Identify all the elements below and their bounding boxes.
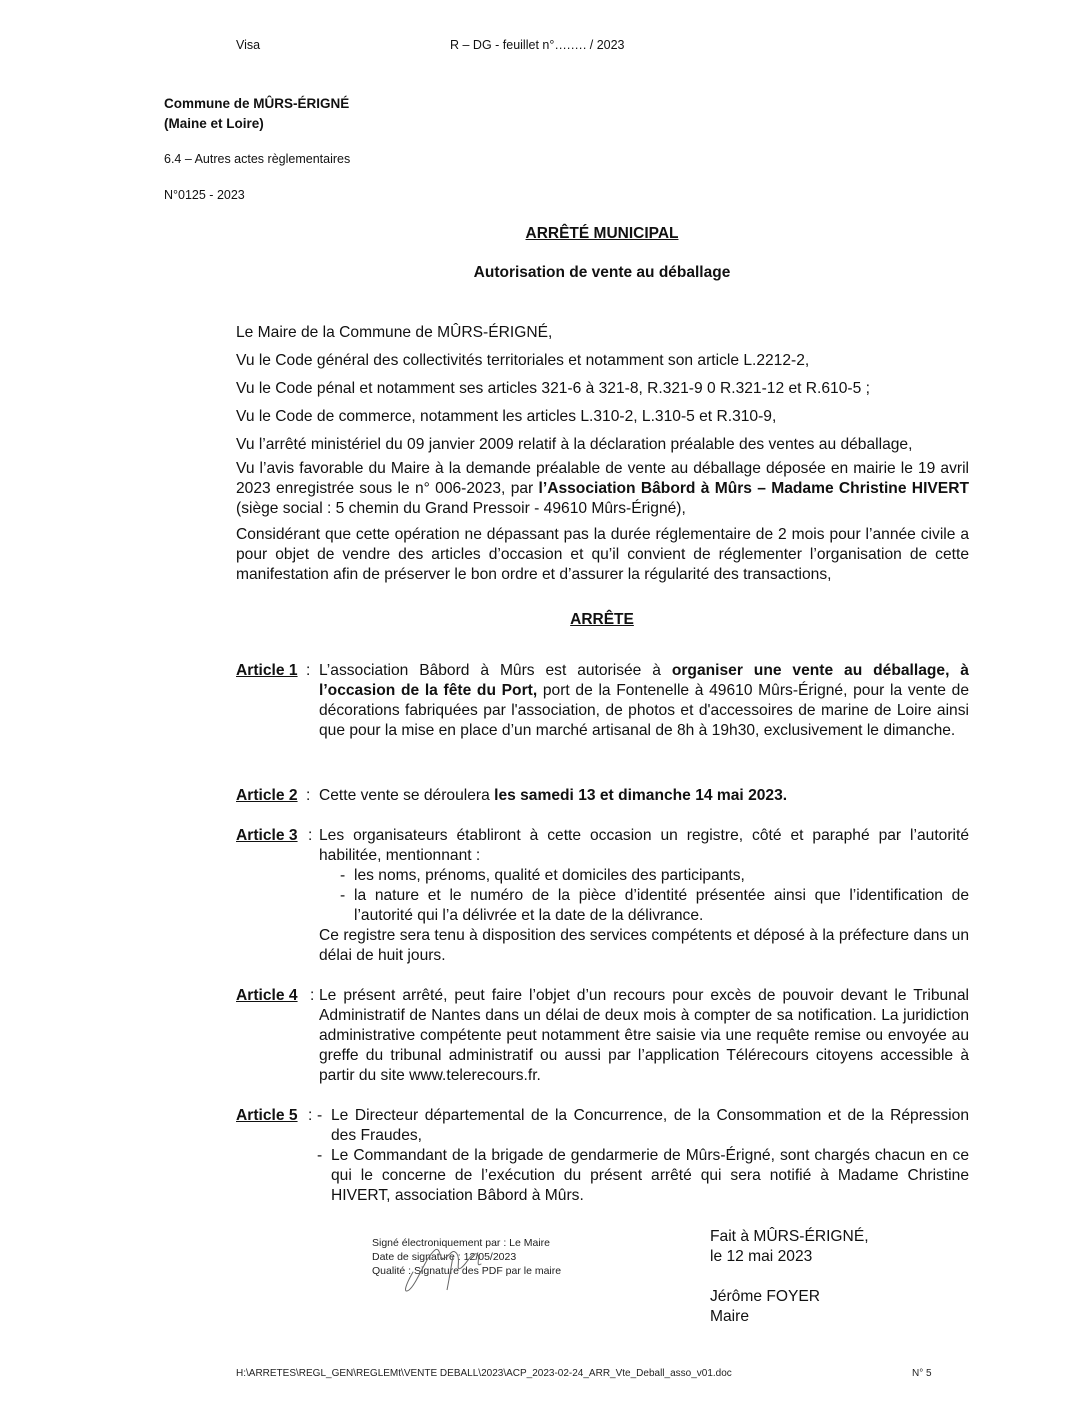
preamble-considerant: Considérant que cette opération ne dépassant pas la durée réglementaire de 2 mois pour l’année civile a pour objet de vendre des articles d’occasion et qu’il convient de réglementer l’organisation de cette manifestation afin de préserver le bon ordre et d’assurer la régularité des transactions, [236, 526, 969, 583]
preamble-vu-arrete-ministeriel: Vu l’arrêté ministériel du 09 janvier 2009 relatif à la déclaration préalable des ventes au déballage, [236, 436, 913, 453]
list-item: - la nature et le numéro de la pièce d’identité présentée ainsi que l’identification de l’autorité qui l’a délivrée et la date de la délivrance. [340, 887, 969, 924]
article-1-text [319, 661, 969, 741]
article-3-item-2: la nature et le numéro de la pièce d’identité présentée ainsi que l’identification de l’autorité qui l’a délivrée et la date de la délivrance. [354, 887, 969, 924]
commune-department: (Maine et Loire) [164, 116, 264, 131]
preamble-vu-cgct: Vu le Code général des collectivités territoriales et notamment son article L.2212-2, [236, 352, 810, 369]
article-3-item-1: les noms, prénoms, qualité et domiciles des participants, [354, 867, 745, 884]
document-title: ARRÊTÉ MUNICIPAL [525, 225, 679, 242]
visa-label: Visa [236, 38, 261, 52]
preamble-maire: Le Maire de la Commune de MÛRS-ÉRIGNÉ, [236, 324, 553, 341]
article-1-text-bold: organiser une vente au déballage, à l’occasion de la fête du Port, [319, 662, 969, 699]
commune-name: Commune de MÛRS-ÉRIGNÉ [164, 96, 350, 111]
article-2-text [319, 786, 969, 806]
signature-quality: Qualité : Signature des PDF par le maire [372, 1265, 562, 1277]
fait-date: le 12 mai 2023 [710, 1248, 813, 1265]
avis-text-end: (siège social : 5 chemin du Grand Pressoir - 49610 Mûrs-Érigné), [236, 500, 686, 517]
article-4-colon: : [310, 987, 315, 1004]
signatory-role: Maire [710, 1308, 749, 1325]
article-3-intro: Les organisateurs établiront à cette occasion un registre, côté et paraphé par l’autorité habilitée, mentionnant : [319, 827, 969, 864]
footer-file-path: H:\ARRETES\REGL_GEN\REGLEMt\VENTE DEBALL\2023\ACP_2023-02-24_ARR_Vte_Deball_asso_v01.doc [236, 1368, 732, 1379]
signature-signer: Signé électroniquement par : Le Maire [372, 1237, 551, 1249]
article-3-text [319, 826, 969, 966]
act-category: 6.4 – Autres actes règlementaires [164, 152, 351, 166]
register-reference: R – DG - feuillet n°….…. / 2023 [450, 38, 625, 52]
article-2-label: Article 2 [236, 787, 298, 804]
spacer [710, 1267, 869, 1287]
article-4-label: Article 4 [236, 987, 298, 1004]
article-1-colon: : [306, 662, 311, 679]
article-3-list [319, 866, 969, 926]
avis-text-start: Vu l’avis favorable du Maire à la demande préalable de vente au déballage déposée en mairie le 19 avril 2023 enregistrée sous le n° 006-2023, par [236, 460, 969, 497]
fait-a-block [710, 1227, 869, 1327]
act-number: N°0125 - 2023 [164, 188, 245, 202]
article-3-label: Article 3 [236, 827, 298, 844]
article-5-item-2: Le Commandant de la brigade de gendarmerie de Mûrs-Érigné, sont chargés chacun en ce qui le concerne de l’exécution du présent arrêté qui sera notifié à Madame Christine HIVERT, association Bâbord à Mûrs. [331, 1147, 969, 1204]
arrete-heading: ARRÊTE [570, 611, 634, 628]
preamble-vu-avis [236, 459, 969, 519]
article-5-label: Article 5 [236, 1107, 298, 1124]
article-2-colon: : [306, 787, 311, 804]
article-5-item-1: Le Directeur départemental de la Concurrence, de la Consommation et de la Répression des Fraudes, [331, 1107, 969, 1144]
article-4-text: Le présent arrêté, peut faire l’objet d’un recours pour excès de pouvoir devant le Tribunal Administratif de Nantes dans un délai de deux mois à compter de sa notification. La juridiction administrative compétente peut notamment être saisie via une requête remise ou envoyée au greffe du tribunal administratif ou aussi par l’application Télérecours citoyens accessible à partir du site www.telerecours.fr. [319, 987, 969, 1084]
signature-date: Date de signature : 12/05/2023 [372, 1251, 517, 1263]
document-subtitle: Autorisation de vente au déballage [473, 264, 731, 281]
article-2-text-start: Cette vente se déroulera [319, 787, 495, 804]
list-item: - Le Directeur départemental de la Concurrence, de la Consommation et de la Répression des Fraudes, [317, 1107, 969, 1144]
article-1-text-start: L’association Bâbord à Mûrs est autorisée à [319, 662, 672, 679]
signatory-name: Jérôme FOYER [710, 1288, 821, 1305]
handwritten-signature-icon [395, 1228, 505, 1298]
article-2-dates: les samedi 13 et dimanche 14 mai 2023. [494, 787, 788, 804]
article-5-text [317, 1106, 969, 1206]
article-5-colon: : [308, 1107, 313, 1124]
avis-association: l’Association Bâbord à Mûrs – Madame Christine HIVERT [538, 480, 969, 497]
footer-page-number: N° 5 [912, 1368, 932, 1379]
article-1-label: Article 1 [236, 662, 298, 679]
list-item: - Le Commandant de la brigade de gendarmerie de Mûrs-Érigné, sont chargés chacun en ce qui le concerne de l’exécution du présent arrêté qui sera notifié à Madame Christine HIVERT, association Bâbord à Mûrs. [317, 1147, 969, 1204]
article-1-text-end: port de la Fontenelle à 49610 Mûrs-Érigné, pour la vente de décorations fabriquées par l'association, de photos et d'accessoires de marine de Loire ainsi que pour la mise en place d’un marché artisanal de 8h à 19h30, exclusivement le dimanche. [319, 682, 969, 739]
preamble-vu-code-penal: Vu le Code pénal et notamment ses articles 321-6 à 321-8, R.321-9 0 R.321-12 et R.610-5 ; [236, 380, 870, 397]
fait-place: Fait à MÛRS-ÉRIGNÉ, [710, 1228, 869, 1245]
article-3-colon: : [308, 827, 313, 844]
article-3-outro: Ce registre sera tenu à disposition des services compétents et déposé à la préfecture dans un délai de huit jours. [319, 927, 969, 964]
list-item: - les noms, prénoms, qualité et domiciles des participants, [340, 867, 745, 884]
preamble-vu-code-commerce: Vu le Code de commerce, notamment les articles L.310-2, L.310-5 et R.310-9, [236, 408, 777, 425]
